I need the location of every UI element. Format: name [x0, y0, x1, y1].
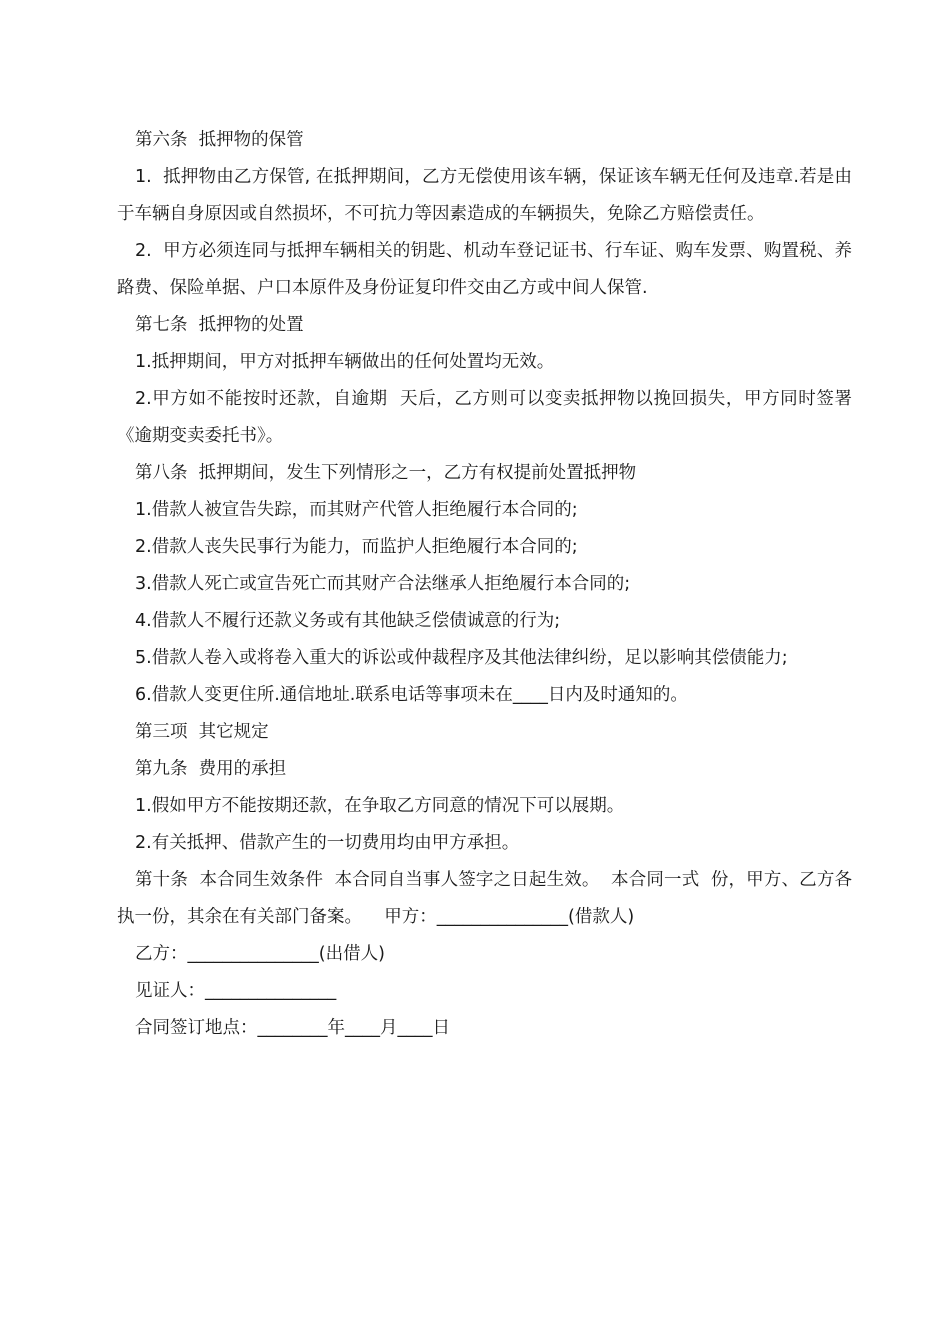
article-9-clause-1: 1.假如甲方不能按期还款，在争取乙方同意的情况下可以展期。 [135, 796, 625, 816]
party-b-signature-line: 乙方：_______________(出借人) [135, 944, 385, 964]
article-8-clause-6: 6.借款人变更住所.通信地址.联系电话等事项未在____日内及时通知的。 [135, 685, 688, 705]
section-3-heading: 第三项 其它规定 [135, 722, 269, 742]
article-7-heading: 第七条 抵押物的处置 [135, 315, 304, 335]
article-8-clause-1: 1.借款人被宣告失踪，而其财产代管人拒绝履行本合同的; [135, 500, 578, 520]
article-8-heading: 第八条 抵押期间，发生下列情形之一，乙方有权提前处置抵押物 [135, 463, 637, 483]
article-7-clause-1: 1.抵押期间，甲方对抵押车辆做出的任何处置均无效。 [135, 352, 555, 372]
witness-signature-line: 见证人：_______________ [135, 981, 337, 1001]
article-8-clause-2: 2.借款人丧失民事行为能力，而监护人拒绝履行本合同的; [135, 537, 578, 557]
article-9-heading: 第九条 费用的承担 [135, 759, 287, 779]
article-9-clause-2: 2.有关抵押、借款产生的一切费用均由甲方承担。 [135, 833, 520, 853]
article-6-heading: 第六条 抵押物的保管 [135, 130, 304, 150]
article-10-text: 第十条 本合同生效条件 本合同自当事人签字之日起生效。 本合同一式 份，甲方、乙方各执一份，其余在有关部门备案。 甲方：_______________(借款人) [117, 870, 852, 927]
article-6-clause-2: 2. 甲方必须连同与抵押车辆相关的钥匙、机动车登记证书、行车证、购车发票、购置税、养路费、保险单据、户口本原件及身份证复印件交由乙方或中间人保管. [117, 241, 852, 298]
article-8-clause-3: 3.借款人死亡或宣告死亡而其财产合法继承人拒绝履行本合同的; [135, 574, 631, 594]
article-8-clause-4: 4.借款人不履行还款义务或有其他缺乏偿债诚意的行为; [135, 611, 561, 631]
article-7-clause-2: 2.甲方如不能按时还款，自逾期 天后，乙方则可以变卖抵押物以挽回损失，甲方同时签署《逾期变卖委托书》。 [117, 389, 852, 446]
signing-place-date-line: 合同签订地点：________年____月____日 [135, 1018, 450, 1038]
article-6-clause-1: 1. 抵押物由乙方保管, 在抵押期间，乙方无偿使用该车辆，保证该车辆无任何及违章.若是由于车辆自身原因或自然损坏，不可抗力等因素造成的车辆损失，免除乙方赔偿责任。 [117, 167, 852, 224]
article-8-clause-5: 5.借款人卷入或将卷入重大的诉讼或仲裁程序及其他法律纠纷，足以影响其偿债能力; [135, 648, 788, 668]
contract-document [117, 122, 852, 1047]
